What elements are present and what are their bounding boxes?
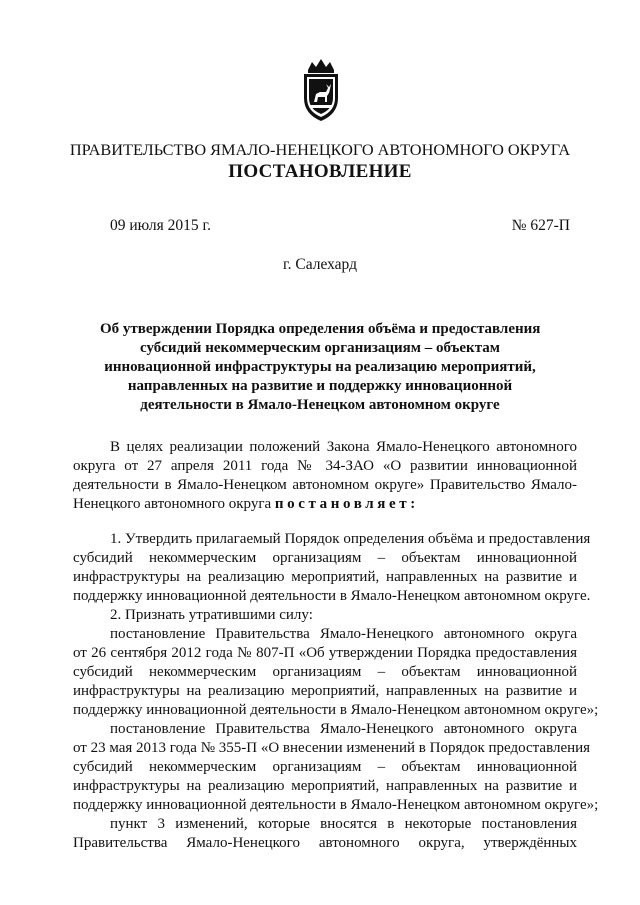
item1-line: инфраструктуры на реализацию мероприятий, направленных на развитие и <box>73 569 577 585</box>
resolves-word: постановляет: <box>274 496 419 512</box>
sub1-line: от 26 сентября 2012 года № 807-П «Об утверждении Порядка предоставления <box>73 645 577 661</box>
sub2-line: субсидий некоммерческим организациям – объектам инновационной <box>73 759 577 775</box>
subject-line: инновационной инфраструктуры на реализацию мероприятий, <box>104 359 536 375</box>
government-title: ПРАВИТЕЛЬСТВО ЯМАЛО-НЕНЕЦКОГО АВТОНОМНОГО ОКРУГА <box>69 140 571 159</box>
sub1-line: постановление Правительства Ямало-Ненецкого автономного округа <box>110 626 577 642</box>
subject-line: субсидий некоммерческим организациям – объектам <box>140 340 500 356</box>
document-subject <box>100 320 540 415</box>
preamble-line: округа от 27 апреля 2011 года № 34-ЗАО «О развитии инновационной <box>73 458 577 474</box>
sub2-line: от 23 мая 2013 года № 355-П «О внесении изменений в Порядок предоставления <box>73 740 591 756</box>
sub1-line: инфраструктуры на реализацию мероприятий, направленных на развитие и <box>73 683 577 699</box>
sub2-line: инфраструктуры на реализацию мероприятий, направленных на развитие и <box>73 778 577 794</box>
item1-line: 1. Утвердить прилагаемый Порядок определения объёма и предоставления <box>110 531 591 547</box>
item2-line: 2. Признать утратившими силу: <box>110 607 313 623</box>
yamalo-nenets-coat-of-arms-icon <box>296 58 346 122</box>
subject-line: Об утверждении Порядка определения объёма и предоставления <box>100 321 541 337</box>
document-date: 09 июля 2015 г. <box>110 217 211 234</box>
document-city: г. Салехард <box>283 256 357 273</box>
subject-line: направленных на развитие и поддержку инновационной <box>127 378 513 394</box>
item1-line: субсидий некоммерческим организациям – объектам инновационной <box>73 550 577 566</box>
sub2-line: поддержку инновационной деятельности в Ямало-Ненецком автономном округе»; <box>73 797 599 813</box>
document-type-title: ПОСТАНОВЛЕНИЕ <box>228 161 412 182</box>
sub1-line: субсидий некоммерческим организациям – объектам инновационной <box>73 664 577 680</box>
preamble-line: В целях реализации положений Закона Ямало-Ненецкого автономного <box>110 439 577 455</box>
preamble-line: Ненецкого автономного округа <box>73 496 272 512</box>
sub2-line: постановление Правительства Ямало-Ненецкого автономного округа <box>110 721 577 737</box>
document-number: № 627-П <box>511 217 570 234</box>
preamble-line: деятельности в Ямало-Ненецком автономном округе» Правительство Ямало- <box>73 477 577 493</box>
item1-line: поддержку инновационной деятельности в Ямало-Ненецком автономном округе. <box>73 588 591 604</box>
sub3-line: Правительства Ямало-Ненецкого автономного округа, утверждённых <box>73 835 577 851</box>
document-body <box>73 438 599 853</box>
sub3-line: пункт 3 изменений, которые вносятся в некоторые постановления <box>110 816 577 832</box>
sub1-line: поддержку инновационной деятельности в Ямало-Ненецком автономном округе»; <box>73 702 599 718</box>
subject-line: деятельности в Ямало-Ненецком автономном округе <box>140 397 500 413</box>
preamble-last-line <box>73 495 577 514</box>
